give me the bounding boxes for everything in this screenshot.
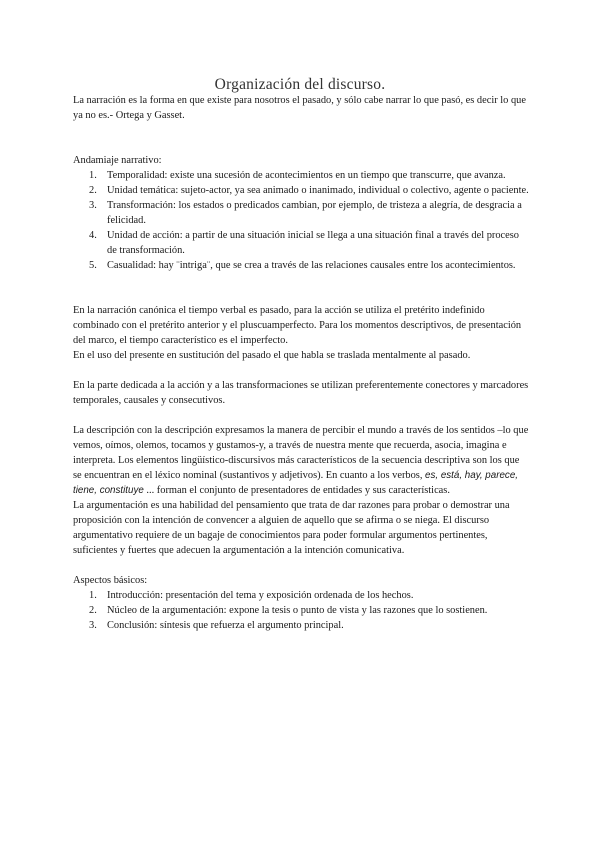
document-body xyxy=(73,93,529,633)
argumentacion-paragraph: La argumentación es una habilidad del pensamiento que trata de dar razones para probar o demostrar una proposición con la intención de convencer a alguien de aquello que se afirma o se niega. El discurso argumentativo requiere de un bagaje de conocimientos para poder formular argumentos pertinentes, suficientes y fuertes que adecuen la argumentación a la intención comunicativa. xyxy=(73,500,510,556)
descripcion-paragraph: La descripción con la descripción expresamos la manera de percibir el mundo a través de los sentidos –lo que vemos, oímos, olemos, tocamos y gustamos-y, a través de nuestra mente que recuerda, asocia, imagina e interpreta. Los elementos lingüístico-discursivos más característicos de la secuencia descriptiva son los que se encuentran en el léxico nominal (sustantivos y adjetivos). En cuanto a los verbos, es, está, hay, parece, tiene, constituye ... forman el conjunto de presentadores de entidades y sus características. xyxy=(73,425,529,496)
andamiaje-list xyxy=(73,168,529,273)
aspectos-list xyxy=(73,588,529,633)
list-item: 3. Conclusión: síntesis que refuerza el argumento principal. xyxy=(89,620,344,631)
andamiaje-heading: Andamiaje narrativo: xyxy=(73,155,162,166)
verb-examples: es, está, hay, parece, tiene, constituye xyxy=(73,470,518,496)
aspectos-heading: Aspectos básicos: xyxy=(73,575,148,586)
narracion-paragraph: En la narración canónica el tiempo verbal es pasado, para la acción se utiliza el pretérito indefinido combinado con el pretérito anterior y el pluscuamperfecto. Para los momentos descriptivos, de presentación del marco, el tiempo característico es el imperfecto. xyxy=(73,305,522,346)
list-item: 5. Casualidad: hay ¨intriga¨, que se crea a través de las relaciones causales entre los acontecimientos. xyxy=(89,260,516,271)
list-item: 1. Temporalidad: existe una sucesión de acontecimientos en un tiempo que transcurre, que avanza. xyxy=(89,170,506,181)
list-item: 4. Unidad de acción: a partir de una situación inicial se llega a una situación final a través del proceso de transformación. xyxy=(89,230,520,256)
document-title: Organización del discurso. xyxy=(214,76,386,93)
presente-paragraph: En el uso del presente en sustitución del pasado el que habla se traslada mentalmente al pasado. xyxy=(73,350,471,361)
list-item: 2. Unidad temática: sujeto-actor, ya sea animado o inanimado, individual o colectivo, agente o paciente. xyxy=(89,185,529,196)
list-item: 1. Introducción: presentación del tema y exposición ordenada de los hechos. xyxy=(89,590,414,601)
list-item: 3. Transformación: los estados o predicados cambian, por ejemplo, de tristeza a alegría, de desgracia a felicidad. xyxy=(89,200,522,226)
list-item: 2. Núcleo de la argumentación: expone la tesis o punto de vista y las razones que lo sostienen. xyxy=(89,605,488,616)
accion-paragraph: En la parte dedicada a la acción y a las transformaciones se utilizan preferentemente conectores y marcadores temporales, causales y consecutivos. xyxy=(73,380,529,406)
intro-paragraph: La narración es la forma en que existe para nosotros el pasado, y sólo cabe narrar lo que pasó, es decir lo que ya no es.- Ortega y Gasset. xyxy=(73,95,526,121)
